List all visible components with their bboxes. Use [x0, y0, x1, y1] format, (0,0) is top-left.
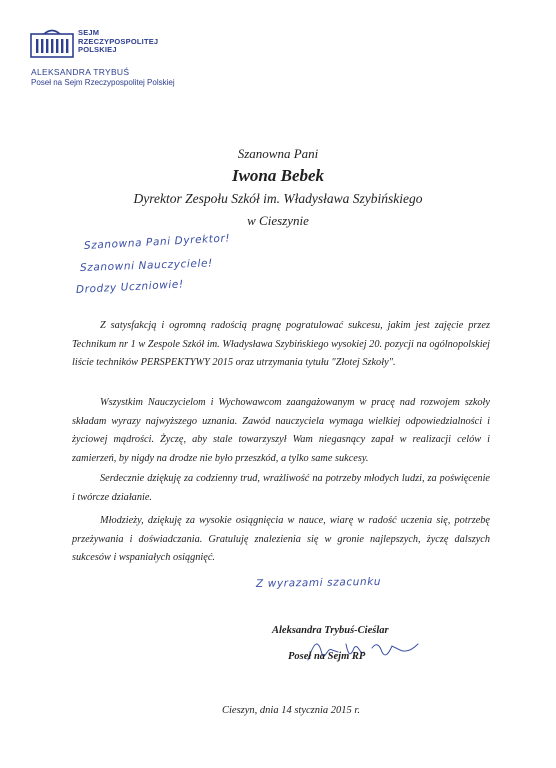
institution-name: [78, 28, 158, 55]
institution-line: RZECZYPOSPOLITEJ: [78, 36, 159, 46]
institution-line: SEJM: [78, 28, 100, 37]
handwritten-closing: Z wyrazami szacunku: [255, 575, 382, 590]
body-paragraph: Serdecznie dziękuję za codzienny trud, wrażliwość na potrzeby młodych ludzi, za poświęcenie i twórcze działanie.: [72, 473, 490, 503]
letterhead: [30, 28, 158, 58]
institution-line: POLSKIEJ: [78, 45, 117, 54]
handwritten-greeting: Szanowna Pani Dyrektor!: [83, 232, 231, 252]
recipient-position: Dyrektor Zespołu Szkół im. Władysława Szybińskiego: [133, 191, 423, 206]
salutation: Szanowna Pani: [237, 146, 319, 161]
body-paragraph: Młodzieży, dziękuję za wysokie osiągnięcia w nauce, wiarę w radość uczenia się, potrzebę przeżywania i doświadczania. Gratuluję znalezienia się w gronie najlepszych, życzę dalszych sukcesów i wspaniałych osiągnięć.: [72, 515, 490, 564]
sender-role: Poseł na Sejm Rzeczypospolitej Polskiej: [31, 78, 175, 87]
sejm-building-icon: [30, 28, 74, 58]
sender-name: ALEKSANDRA TRYBUŚ: [31, 67, 130, 77]
recipient-city: w Cieszynie: [247, 213, 309, 228]
signature-name: Aleksandra Trybuś-Cieślar: [272, 625, 389, 636]
date-line: Cieszyn, dnia 14 stycznia 2015 r.: [222, 705, 360, 716]
recipient-name: Iwona Bebek: [231, 166, 325, 185]
signature-title: Poseł na Sejm RP: [288, 651, 366, 662]
handwritten-signature: [302, 632, 432, 668]
handwritten-greeting: Szanowni Nauczyciele!: [79, 257, 214, 274]
handwritten-greeting: Drodzy Uczniowie!: [75, 278, 185, 296]
body-paragraph: Wszystkim Nauczycielom i Wychowawcom zaangażowanym w pracę nad rozwojem szkoły składam wyrazy najwyższego uznania. Zawód nauczyciela wymaga wielkiej odpowiedzialności i życiowej mądrości. Życzę, aby stale towarzyszył Wam niegasnący zapał w realizacji celów i zamierzeń, by nigdy na drodze nie było przeszkód, a tylko same sukcesy.: [72, 397, 490, 464]
body-paragraph: Z satysfakcją i ogromną radością pragnę pogratulować sukcesu, jakim jest zajęcie przez Technikum nr 1 w Zespole Szkół im. Władysława Szybińskiego wysokiej 20. pozycji na ogólnopolskiej liście techników PERSPEKTYWY 2015 oraz utrzymania tytułu "Złotej Szkoły".: [72, 320, 490, 369]
